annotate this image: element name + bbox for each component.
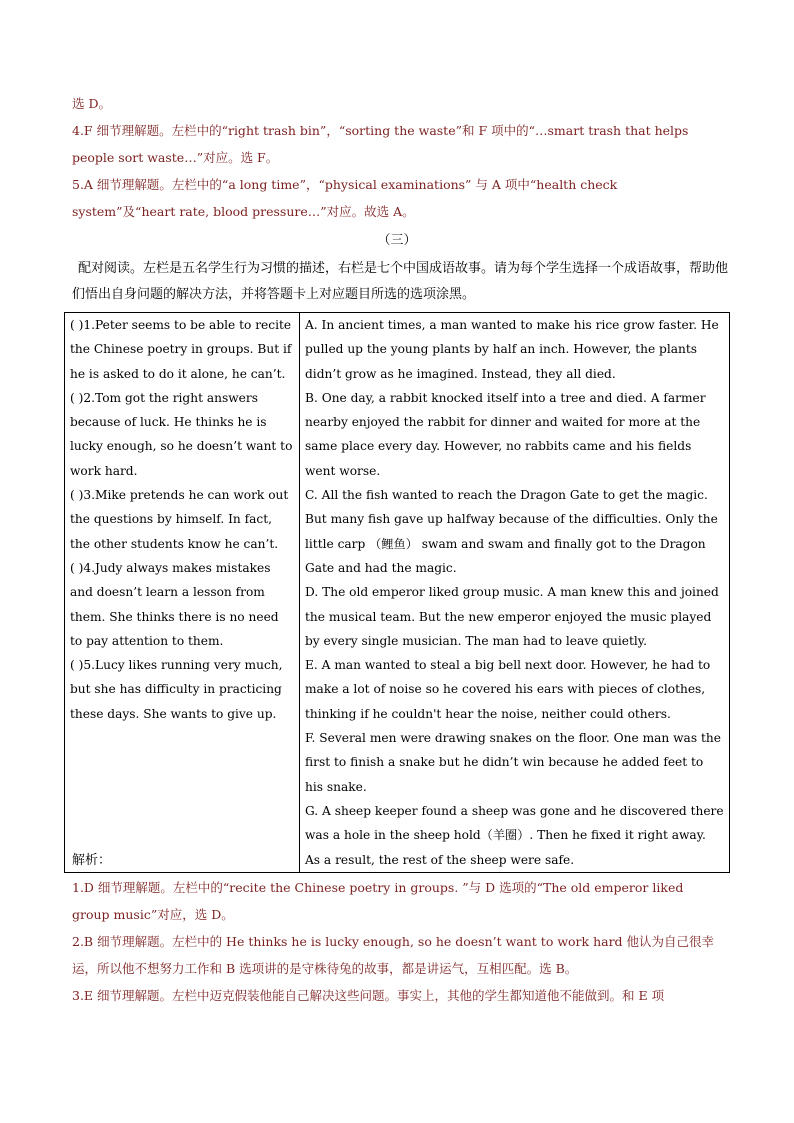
student-item-2: ( )2.Tom got the right answers because of luck. He thinks he is lucky enough, so he doesn’t want to work hard. [70, 390, 293, 478]
answer-line-3-end: 选 D。 [72, 96, 111, 111]
section-title: （三） [377, 233, 417, 248]
story-option-b: B. One day, a rabbit knocked itself into a tree and died. A farmer nearby enjoyed the rabbit for dinner and waited for more at the same place every day. However, no rabbits came and his fields went worse. [305, 390, 706, 478]
student-item-3: ( )3.Mike pretends he can work out the questions by himself. In fact, the other students know he can’t. [70, 488, 289, 551]
analysis-label: 解析： [72, 853, 112, 868]
story-option-c: C. All the fish wanted to reach the Dragon Gate to get the magic. But many fish gave up halfway because of the difficulties. Only the little carp （鲤鱼） swam and swam and finally got to the Dragon Gate and had the magic. [305, 488, 718, 575]
analysis-item-2: 2.B 细节理解题。左栏中的 He thinks he is lucky enough, so he doesn’t want to work hard 他认为自己很幸运，所以他不想努力工作和 B 选项讲的是守株待兔的故事，都是讲运气，互相匹配。选 B。 [72, 934, 715, 976]
answer-line-4: 4.F 细节理解题。左栏中的“right trash bin”，“sorting the waste”和 F 项中的“…smart trash that helps people sort waste…”对应。选 F。 [72, 123, 689, 165]
student-item-5: ( )5.Lucy likes running very much, but she has difficulty in practicing these days. She wants to give up. [70, 658, 283, 721]
student-item-4: ( )4.Judy always makes mistakes and doesn’t learn a lesson from them. She thinks there is no need to pay attention to them. [70, 560, 279, 648]
analysis-item-1: 1.D 细节理解题。左栏中的“recite the Chinese poetry in groups. ”与 D 选项的“The old emperor liked group music”对应，选 D。 [72, 880, 684, 922]
student-column [65, 313, 300, 873]
answer-line-5: 5.A 细节理解题。左栏中的“a long time”，“physical examinations” 与 A 项中“health check system”及“heart rate, blood pressure…”对应。故选 A。 [72, 177, 618, 219]
story-column [300, 313, 730, 873]
section-instructions: 配对阅读。左栏是五名学生行为习惯的描述，右栏是七个中国成语故事。请为每个学生选择一个成语故事，帮助他们悟出自身问题的解决方法，并将答题卡上对应题目所选的选项涂黑。 [72, 261, 729, 302]
story-option-e: E. A man wanted to steal a big bell next door. However, he had to make a lot of noise so he covered his ears with pieces of clothes, thinking if he couldn't hear the noise, neither could others. [305, 658, 711, 721]
analysis-item-3: 3.E 细节理解题。左栏中迈克假装他能自己解决这些问题。事实上，其他的学生都知道他不能做到。和 E 项 [72, 988, 665, 1003]
story-option-f: F. Several men were drawing snakes on the floor. One man was the first to finish a snake but he didn’t win because he added feet to his snake. [305, 731, 721, 794]
matching-table [64, 312, 730, 873]
story-option-d: D. The old emperor liked group music. A man knew this and joined the musical team. But the new emperor enjoyed the music played by every single musician. The man had to leave quietly. [305, 585, 719, 648]
student-item-1: ( )1.Peter seems to be able to recite the Chinese poetry in groups. But if he is asked to do it alone, he can’t. [70, 318, 292, 381]
story-option-a: A. In ancient times, a man wanted to make his rice grow faster. He pulled up the young plants by half an inch. However, the plants didn’t grow as he imagined. Instead, they all died. [305, 318, 719, 381]
story-option-g: G. A sheep keeper found a sheep was gone and he discovered there was a hole in the sheep hold（羊圈）. Then he fixed it right away. As a result, the rest of the sheep were safe. [305, 803, 724, 867]
